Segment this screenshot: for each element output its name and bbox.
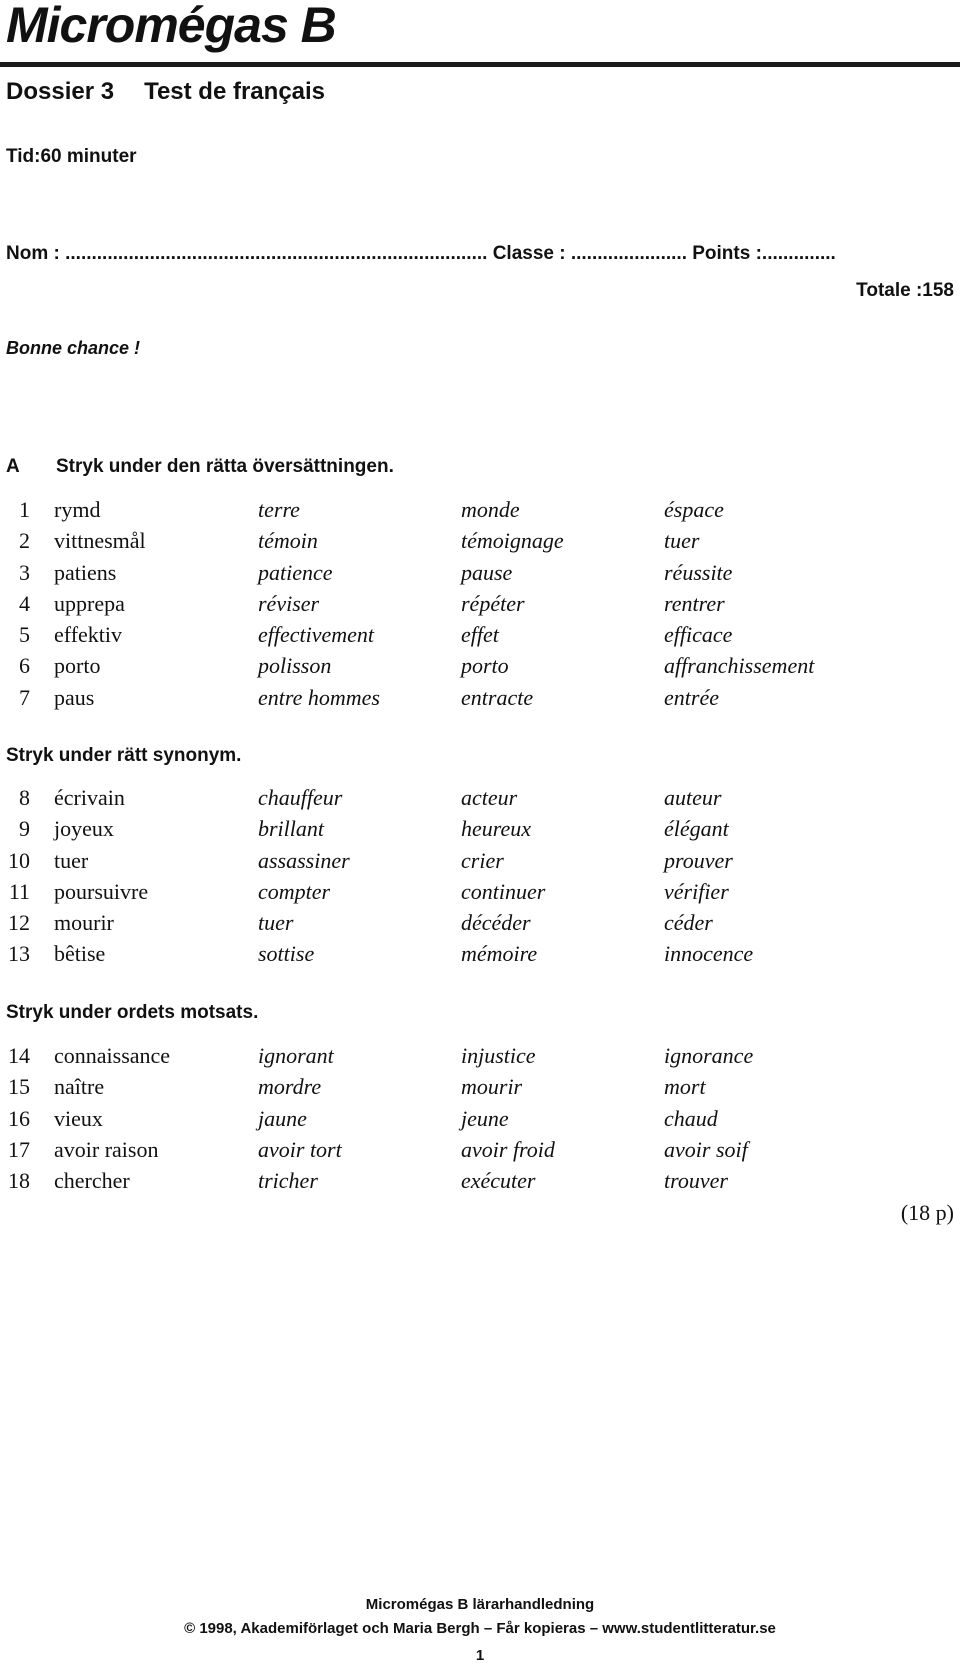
answer-option[interactable]: compter (258, 878, 331, 904)
item-number: 13 (8, 941, 30, 967)
exercise-row (0, 591, 960, 622)
answer-option[interactable]: terre (258, 497, 300, 522)
answer-option[interactable]: mémoire (461, 941, 538, 967)
rows-opposite (0, 1043, 960, 1199)
heading-translate: Stryk under den rätta översättningen. (56, 456, 394, 477)
answer-option[interactable]: avoir froid (461, 1136, 555, 1162)
answer-option[interactable]: mourir (461, 1074, 523, 1100)
item-number: 18 (8, 1168, 30, 1194)
answer-option[interactable]: trouver (664, 1168, 728, 1194)
answer-option[interactable]: patience (258, 559, 333, 585)
answer-option[interactable]: jaune (258, 1105, 307, 1131)
answer-option[interactable]: auteur (664, 785, 722, 810)
answer-option[interactable]: affranchissement (664, 653, 815, 679)
answer-option[interactable]: vérifier (664, 878, 729, 904)
exercise-row (0, 941, 960, 972)
source-word: bêtise (54, 941, 106, 967)
answer-option[interactable]: mort (664, 1074, 706, 1100)
title-rule (0, 62, 960, 67)
exercise-row (0, 785, 960, 816)
footer-copyright: © 1998, Akademiförlaget och Maria Bergh – Får kopieras – www.studentlitteratur.se (184, 1620, 776, 1637)
source-word: poursuivre (54, 878, 149, 904)
answer-option[interactable]: porto (461, 653, 509, 679)
answer-option[interactable]: élégant (664, 816, 729, 842)
answer-option[interactable]: monde (461, 497, 520, 522)
source-word: tuer (54, 847, 89, 873)
exercise-row (0, 879, 960, 910)
answer-option[interactable]: témoignage (461, 528, 564, 554)
item-number: 7 (19, 684, 30, 710)
answer-option[interactable]: entre hommes (258, 684, 380, 710)
source-word: connaissance (54, 1043, 171, 1068)
exercise-row (0, 653, 960, 684)
heading-opposite: Stryk under ordets motsats. (6, 1002, 259, 1023)
source-word: rymd (54, 497, 101, 522)
answer-option[interactable]: rentrer (664, 590, 725, 616)
source-word: mourir (54, 910, 114, 936)
answer-option[interactable]: effectivement (258, 622, 375, 648)
source-word: chercher (54, 1168, 130, 1194)
answer-option[interactable]: avoir soif (664, 1136, 748, 1162)
time-limit: Tid:60 minuter (6, 146, 137, 167)
item-number: 2 (19, 528, 30, 554)
answer-option[interactable]: crier (461, 847, 504, 873)
exercise-row (0, 1043, 960, 1074)
section-points: (18 p) (900, 1200, 954, 1225)
item-number: 8 (19, 785, 30, 810)
source-word: paus (54, 684, 95, 710)
page-title: Micromégas B (6, 0, 336, 53)
source-word: joyeux (54, 816, 114, 842)
item-number: 9 (19, 816, 30, 842)
answer-option[interactable]: chaud (664, 1105, 718, 1131)
item-number: 17 (8, 1136, 30, 1162)
item-number: 6 (19, 653, 30, 679)
section-letter: A (6, 456, 20, 477)
answer-option[interactable]: sottise (258, 941, 315, 967)
answer-option[interactable]: avoir tort (258, 1136, 342, 1162)
item-number: 10 (8, 847, 30, 873)
exercise-row (0, 1168, 960, 1199)
answer-option[interactable]: heureux (461, 816, 532, 842)
answer-option[interactable]: prouver (664, 847, 733, 873)
source-word: vieux (54, 1105, 103, 1131)
answer-option[interactable]: injustice (461, 1043, 536, 1068)
answer-option[interactable]: céder (664, 910, 713, 936)
exercise-row (0, 816, 960, 847)
answer-option[interactable]: acteur (461, 785, 518, 810)
source-word: patiens (54, 559, 117, 585)
answer-option[interactable]: chauffeur (258, 785, 343, 810)
item-number: 11 (8, 878, 30, 904)
item-number: 3 (19, 559, 30, 585)
footer-title: Micromégas B lärarhandledning (365, 1596, 595, 1613)
answer-option[interactable]: efficace (664, 622, 733, 648)
item-number: 4 (19, 590, 30, 616)
answer-option[interactable]: témoin (258, 528, 318, 554)
heading-synonym: Stryk under rätt synonym. (6, 745, 242, 766)
exercise-row (0, 1137, 960, 1168)
page-number: 1 (475, 1647, 485, 1664)
good-luck: Bonne chance ! (6, 338, 141, 358)
total-points: Totale :158 (856, 280, 954, 301)
answer-option[interactable]: tuer (664, 528, 700, 554)
dossier-label: Dossier 3 (6, 78, 115, 105)
exercise-row (0, 560, 960, 591)
item-number: 15 (8, 1074, 30, 1100)
exercise-row (0, 528, 960, 559)
name-class-points-line: Nom : ................................................................................ Classe : ...................... Points :.............. (6, 243, 836, 264)
answer-option[interactable]: entrée (664, 684, 719, 710)
source-word: écrivain (54, 785, 125, 810)
test-title: Test de français (144, 78, 326, 105)
source-word: avoir raison (54, 1136, 159, 1162)
answer-option[interactable]: réussite (664, 559, 733, 585)
answer-option[interactable]: brillant (258, 816, 325, 842)
answer-option[interactable]: exécuter (461, 1168, 536, 1194)
item-number: 12 (8, 910, 30, 936)
source-word: porto (54, 653, 101, 679)
exercise-row (0, 497, 960, 528)
source-word: naître (54, 1074, 105, 1100)
answer-option[interactable]: ignorance (664, 1043, 754, 1068)
rows-synonym (0, 785, 960, 973)
item-number: 14 (8, 1043, 30, 1068)
answer-option[interactable]: ignorant (258, 1043, 334, 1068)
answer-option[interactable]: jeune (461, 1105, 509, 1131)
answer-option[interactable]: assassiner (258, 847, 350, 873)
answer-option[interactable]: mordre (258, 1074, 322, 1100)
exercise-row (0, 685, 960, 716)
exercise-row (0, 848, 960, 879)
exercise-row (0, 1106, 960, 1137)
item-number: 1 (19, 497, 30, 522)
exercise-row (0, 622, 960, 653)
source-word: effektiv (54, 622, 123, 648)
answer-option[interactable]: effet (461, 622, 499, 648)
answer-option[interactable]: pause (461, 559, 513, 585)
exercise-row (0, 910, 960, 941)
source-word: upprepa (54, 590, 125, 616)
answer-option[interactable]: continuer (461, 878, 546, 904)
rows-translate (0, 497, 960, 716)
answer-option[interactable]: réviser (258, 590, 320, 616)
answer-option[interactable]: tuer (258, 910, 294, 936)
answer-option[interactable]: tricher (258, 1168, 318, 1194)
exercise-row (0, 1074, 960, 1105)
answer-option[interactable]: éspace (664, 497, 724, 522)
answer-option[interactable]: innocence (664, 941, 754, 967)
item-number: 5 (19, 622, 30, 648)
answer-option[interactable]: décéder (461, 910, 531, 936)
subtitle (6, 78, 325, 106)
answer-option[interactable]: entracte (461, 684, 534, 710)
answer-option[interactable]: répéter (461, 590, 525, 616)
source-word: vittnesmål (54, 528, 146, 554)
answer-option[interactable]: polisson (258, 653, 332, 679)
item-number: 16 (8, 1105, 30, 1131)
